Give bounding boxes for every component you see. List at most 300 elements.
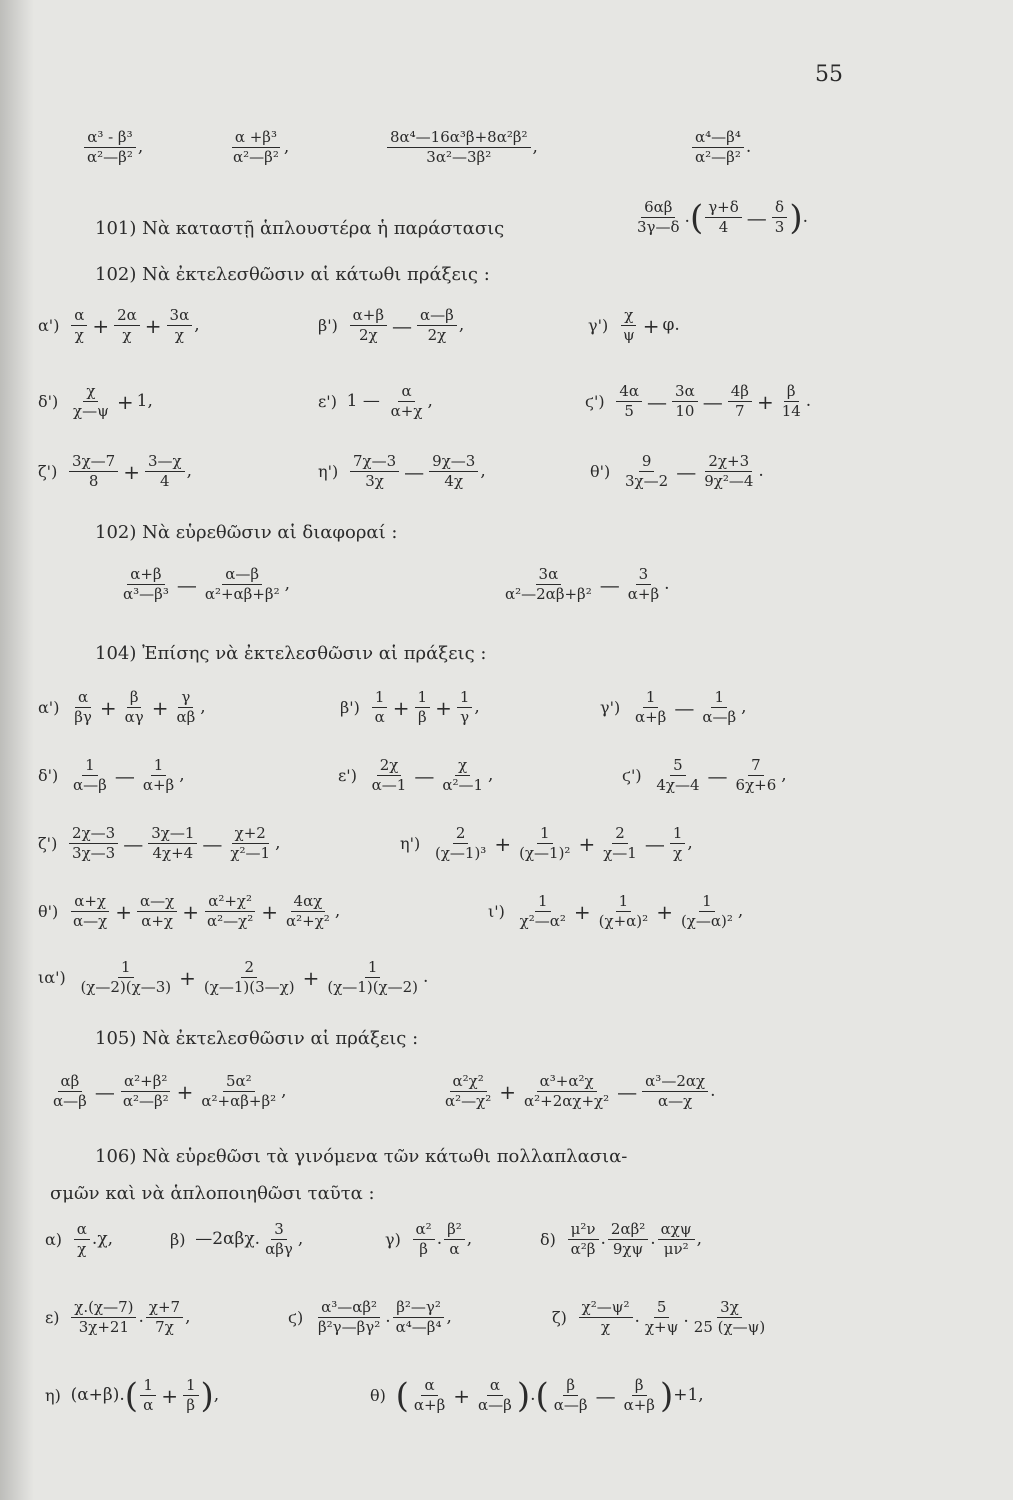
exercise-102-g	[38, 454, 192, 489]
dot: .	[634, 1307, 640, 1327]
operator: +	[92, 313, 110, 338]
numerator: α—β	[222, 567, 262, 585]
numerator: β	[632, 1378, 647, 1396]
item-label: β')	[318, 315, 338, 335]
denominator: 14	[781, 402, 801, 420]
numerator: α +β³	[232, 130, 280, 148]
term: φ.	[662, 315, 680, 335]
punctuation: ,	[213, 1385, 220, 1405]
exercise-104-j	[488, 894, 743, 929]
numerator: 1	[699, 894, 715, 912]
denominator: α²β	[570, 1240, 596, 1258]
denominator: α+β	[623, 1396, 655, 1414]
numerator: 3α	[536, 567, 562, 585]
denominator: α—β	[53, 1092, 87, 1110]
exercise-104-h	[400, 826, 693, 861]
denominator: (χ—2)(χ—3)	[80, 978, 172, 996]
operator: +	[179, 965, 196, 990]
numerator: β²	[444, 1222, 465, 1240]
item-label: θ)	[370, 1385, 386, 1405]
denominator: (χ—1)(3—χ)	[203, 978, 295, 996]
fraction	[670, 826, 686, 861]
fraction	[439, 758, 486, 793]
exercise-104-c	[600, 690, 747, 725]
numerator: 9	[639, 454, 655, 472]
item-label: β)	[170, 1229, 186, 1249]
fraction	[442, 1074, 494, 1109]
item-label: γ')	[588, 315, 609, 335]
operator: —	[392, 313, 412, 338]
close-paren: )	[789, 197, 803, 238]
operator: +	[116, 389, 134, 414]
denominator: 9χψ	[612, 1240, 644, 1258]
operator: —	[647, 389, 668, 414]
exercise-105-heading: 105) Νὰ ἐκτελεσθῶσιν αἱ πράξεις :	[95, 1028, 419, 1049]
fraction	[227, 826, 273, 861]
numerator: 2α	[114, 308, 140, 326]
numerator: 1	[140, 1378, 156, 1396]
item-label: ϛ')	[622, 765, 642, 785]
fraction	[324, 960, 421, 995]
operator: +	[642, 313, 660, 338]
punctuation: ,	[466, 1229, 473, 1249]
exercise-106-e	[45, 1300, 190, 1335]
operator: —	[94, 1079, 115, 1104]
exercise-104-i	[38, 894, 340, 929]
denominator: 10	[675, 402, 695, 420]
exercise-106-h	[45, 1375, 220, 1416]
denominator: χ²—1	[230, 844, 271, 862]
operator: +	[499, 1079, 517, 1104]
denominator: 25 (χ—ψ)	[693, 1318, 766, 1336]
numerator: 1	[415, 690, 431, 708]
dot: .	[683, 1307, 689, 1327]
fraction	[622, 454, 671, 489]
item-label: ζ')	[38, 461, 58, 481]
numerator: α	[487, 1378, 503, 1396]
fraction	[202, 567, 283, 602]
denominator: α+β	[413, 1396, 446, 1414]
denominator: α+β	[634, 708, 667, 726]
exercise-106-d	[540, 1222, 702, 1257]
denominator: 3χ—2	[625, 472, 669, 490]
numerator: 2αβ²	[608, 1222, 648, 1240]
punctuation: ,	[334, 901, 341, 921]
item-label: α)	[45, 1229, 63, 1249]
operator: —	[123, 831, 144, 856]
fraction	[779, 384, 804, 419]
numerator: 3χ—1	[148, 826, 197, 844]
fraction	[600, 826, 640, 861]
expression	[228, 130, 289, 165]
denominator: 3α²—3β²	[426, 148, 492, 166]
numerator: α²+β²	[121, 1074, 170, 1092]
exercise-102-heading: 102) Νὰ ἐκτελεσθῶσιν αἱ κάτωθι πράξεις :	[95, 264, 490, 285]
denominator: α—χ	[658, 1092, 693, 1110]
numerator: 2	[241, 960, 257, 978]
fraction	[616, 384, 642, 419]
punctuation: ,	[179, 765, 185, 785]
close-paren: )	[200, 1375, 214, 1416]
numerator: α³+α²χ	[537, 1074, 597, 1092]
fraction	[733, 758, 780, 793]
punctuation: .	[805, 391, 812, 411]
denominator: α³—β³	[123, 585, 169, 603]
denominator: 7χ	[155, 1318, 174, 1336]
denominator: 9χ²—4	[704, 472, 754, 490]
denominator: α²—β²	[233, 148, 279, 166]
operator: +	[151, 695, 169, 720]
operator: +	[176, 1079, 194, 1104]
fraction	[140, 758, 177, 793]
denominator: (χ+α)²	[598, 912, 649, 930]
denominator: β	[186, 1396, 196, 1414]
denominator: α²—2αβ+β²	[505, 585, 592, 603]
exercise-102-c	[588, 308, 680, 343]
punctuation: ,	[185, 1307, 191, 1327]
denominator: α²—β²	[122, 1092, 169, 1110]
operator: +	[261, 899, 278, 924]
denominator: α²—1	[442, 776, 484, 794]
numerator: 1	[183, 1378, 199, 1396]
operator: +	[578, 831, 596, 856]
fraction	[315, 1300, 383, 1335]
exercise-106-a	[45, 1222, 113, 1257]
fraction	[350, 308, 387, 343]
punctuation: ,	[200, 697, 206, 717]
operator: —	[702, 389, 723, 414]
fraction	[146, 1300, 183, 1335]
numerator: χ	[621, 308, 636, 326]
denominator: χ	[77, 1240, 87, 1258]
fraction	[634, 200, 683, 235]
numerator: α²	[413, 1222, 435, 1240]
numerator: α³—αβ²	[318, 1300, 380, 1318]
fraction	[388, 384, 426, 419]
operator: —	[414, 763, 435, 788]
exercise-102-i	[590, 454, 764, 489]
fraction	[415, 690, 431, 725]
denominator: χ	[174, 326, 184, 344]
denominator: χ+ψ	[644, 1318, 679, 1336]
fraction	[608, 1222, 648, 1257]
punctuation: ,	[532, 137, 538, 157]
fraction	[475, 1378, 515, 1413]
item-label: ι')	[488, 901, 505, 921]
numerator: 1	[82, 758, 98, 776]
item-label: δ')	[38, 391, 59, 411]
operator: +	[656, 899, 673, 924]
item-label: η')	[400, 833, 421, 853]
numerator: 7χ—3	[350, 454, 399, 472]
exercise-104-a	[38, 690, 206, 725]
numerator: 2χ+3	[705, 454, 752, 472]
numerator: αβ	[58, 1074, 83, 1092]
fraction	[393, 1300, 445, 1335]
numerator: 3α	[167, 308, 193, 326]
denominator: 2χ	[358, 326, 378, 344]
numerator: α+β	[127, 567, 164, 585]
operator: +	[123, 459, 140, 484]
term: —2αβχ.	[195, 1229, 261, 1249]
operator: +	[756, 389, 774, 414]
denominator: (χ—1)(χ—2)	[327, 978, 419, 996]
denominator: 3χ	[365, 472, 384, 490]
fraction	[678, 894, 736, 929]
operator: +	[99, 695, 117, 720]
fraction	[387, 130, 531, 165]
numerator: 1	[151, 758, 167, 776]
fraction	[204, 894, 256, 929]
numerator: χ	[455, 758, 470, 776]
item-label: α')	[38, 697, 60, 717]
punctuation: .	[664, 574, 670, 594]
fraction	[69, 454, 118, 489]
punctuation: ,	[427, 391, 433, 411]
exercise-104-k	[38, 960, 428, 995]
numerator: 3	[271, 1222, 287, 1240]
punctuation: ,	[186, 461, 193, 481]
numerator: χ²—ψ²	[579, 1300, 633, 1318]
numerator: α²χ²	[450, 1074, 487, 1092]
operator: —	[404, 459, 425, 484]
punctuation: ,	[284, 574, 290, 594]
term: 1,	[136, 391, 153, 411]
numerator: 3χ	[717, 1300, 742, 1318]
numerator: α⁴—β⁴	[692, 130, 744, 148]
numerator: 2	[453, 826, 469, 844]
fraction	[262, 1222, 296, 1257]
fraction	[691, 1300, 768, 1335]
numerator: 1	[537, 826, 553, 844]
numerator: β	[127, 690, 142, 708]
operator: +	[302, 965, 320, 990]
denominator: (χ—1)³	[434, 844, 487, 862]
numerator: 7	[748, 758, 764, 776]
denominator: β	[419, 1240, 428, 1258]
numerator: χ	[83, 384, 98, 402]
exercise-104-heading: 104) Ἐπίσης νὰ ἐκτελεσθῶσιν αἱ πράξεις :	[95, 643, 487, 664]
denominator: α—β	[478, 1396, 512, 1414]
numerator: α	[71, 308, 87, 326]
operator: —	[707, 763, 728, 788]
dot: .	[138, 1307, 144, 1327]
fraction	[516, 826, 573, 861]
fraction	[140, 1378, 156, 1413]
dot: .	[684, 207, 690, 227]
fraction	[579, 1300, 633, 1335]
fraction	[620, 308, 638, 343]
page-number: 55	[815, 62, 843, 87]
fraction	[369, 758, 410, 793]
denominator: μν²	[663, 1240, 689, 1258]
numerator: 1	[535, 894, 551, 912]
exercise-106-heading: 106) Νὰ εὑρεθῶσι τὰ γινόμενα τῶν κάτωθι πολλαπλασια-	[95, 1146, 628, 1167]
exercise-102-h	[318, 454, 486, 489]
numerator: 2χ—3	[69, 826, 118, 844]
denominator: 7	[735, 402, 745, 420]
denominator: α²—β²	[695, 148, 741, 166]
fraction	[230, 130, 282, 165]
numerator: 2χ	[377, 758, 402, 776]
numerator: 1	[711, 690, 727, 708]
exercise-106-heading-cont: σμῶν καὶ νὰ ἁπλοποιηθῶσι ταῦτα :	[50, 1183, 375, 1204]
numerator: 1	[670, 826, 686, 844]
numerator: 5α²	[223, 1074, 255, 1092]
denominator: 5	[624, 402, 634, 420]
fraction	[621, 1378, 658, 1413]
exercise-106-i	[370, 1375, 704, 1416]
fraction	[551, 1378, 591, 1413]
fraction	[69, 826, 118, 861]
exercise-102-a	[38, 308, 200, 343]
fraction	[70, 758, 110, 793]
fraction	[71, 690, 95, 725]
denominator: α+β	[627, 585, 660, 603]
denominator: χ	[601, 1318, 611, 1336]
exercise-101-expression	[632, 197, 809, 238]
exercise-104-b	[340, 690, 480, 725]
denominator: α—1	[371, 776, 407, 794]
fraction	[432, 826, 489, 861]
numerator: 9χ—3	[429, 454, 478, 472]
punctuation: ,	[781, 765, 787, 785]
exercise-104-f	[622, 758, 787, 793]
operator: +	[161, 1383, 178, 1408]
numerator: 1	[365, 960, 381, 978]
fraction	[70, 384, 112, 419]
open-paren: (	[689, 197, 704, 238]
punctuation: ,	[737, 901, 744, 921]
denominator: χ	[74, 326, 84, 344]
numerator: α³—2αχ	[642, 1074, 708, 1092]
fraction	[429, 454, 478, 489]
denominator: 3χ—3	[72, 844, 116, 862]
fraction	[122, 690, 147, 725]
numerator: β²—γ²	[393, 1300, 444, 1318]
open-paren: (	[535, 1375, 549, 1416]
fraction	[568, 1222, 599, 1257]
close-paren: )	[659, 1375, 674, 1416]
denominator: (χ—α)²	[680, 912, 733, 930]
denominator: α	[374, 708, 385, 726]
numerator: α	[74, 1222, 90, 1240]
exercise-106-b	[170, 1222, 303, 1257]
dot: .	[436, 1229, 443, 1249]
operator: —	[617, 1079, 638, 1104]
numerator: αχψ	[658, 1222, 695, 1240]
fraction	[642, 1300, 681, 1335]
fraction	[183, 1378, 199, 1413]
denominator: ψ	[622, 326, 635, 344]
exercise-102-d	[38, 384, 153, 419]
operator: —	[674, 695, 695, 720]
operator: +	[494, 831, 512, 856]
exercise-104-e	[338, 758, 493, 793]
fraction	[517, 894, 569, 929]
open-paren: (	[395, 1375, 409, 1416]
denominator: γ	[460, 708, 470, 726]
denominator: 4	[718, 218, 729, 236]
punctuation: ,	[275, 833, 281, 853]
fraction	[692, 130, 744, 165]
fraction	[148, 826, 197, 861]
punctuation: ,	[194, 315, 200, 335]
denominator: αβγ	[265, 1240, 293, 1258]
punctuation: .	[423, 967, 429, 987]
denominator: α²—β²	[87, 148, 133, 166]
exercise-102b-heading: 102) Νὰ εὑρεθῶσιν αἱ διαφοραί :	[95, 522, 398, 543]
operator: +	[144, 313, 162, 338]
denominator: α²+χ²	[286, 912, 330, 930]
exercise-102-f	[585, 384, 811, 419]
numerator: 6αβ	[641, 200, 675, 218]
denominator: βγ	[74, 708, 92, 726]
dot: .	[385, 1307, 391, 1327]
item-label: α')	[38, 315, 60, 335]
numerator: μ²ν	[568, 1222, 599, 1240]
denominator: α—β	[702, 708, 737, 726]
operator: —	[599, 572, 620, 597]
numerator: α+β	[350, 308, 387, 326]
numerator: β	[563, 1378, 578, 1396]
numerator: 2	[612, 826, 628, 844]
denominator: αβ	[176, 708, 196, 726]
book-spine-shadow	[0, 0, 34, 1500]
denominator: χ²—α²	[519, 912, 566, 930]
item-label: ε)	[45, 1307, 60, 1327]
fraction	[411, 1378, 448, 1413]
denominator: χ	[122, 326, 132, 344]
fraction	[167, 308, 193, 343]
numerator: 3χ—7	[69, 454, 118, 472]
exercise-102-b	[318, 308, 464, 343]
numerator: γ	[178, 690, 193, 708]
numerator: 3α	[672, 384, 698, 402]
numerator: χ+7	[146, 1300, 183, 1318]
operator: +	[115, 899, 132, 924]
fraction	[70, 894, 110, 929]
fraction	[705, 200, 742, 235]
fraction	[201, 960, 298, 995]
punctuation: .	[745, 137, 752, 157]
expression	[385, 130, 538, 165]
denominator: α²—χ²	[445, 1092, 492, 1110]
numerator: α—χ	[137, 894, 177, 912]
fraction	[457, 690, 473, 725]
fraction	[672, 384, 698, 419]
denominator: 3χ+21	[78, 1318, 130, 1336]
numerator: 1	[118, 960, 134, 978]
item-label: ε')	[338, 765, 357, 785]
denominator: α—β	[73, 776, 107, 794]
item-label: β')	[340, 697, 360, 717]
item-label: γ)	[385, 1229, 401, 1249]
fraction	[444, 1222, 465, 1257]
numerator: 3—χ	[145, 454, 185, 472]
punctuation: ,	[480, 461, 486, 481]
fraction	[71, 308, 87, 343]
denominator: α²+αβ+β²	[204, 585, 280, 603]
denominator: 2χ	[427, 326, 447, 344]
exercise-106-g	[552, 1300, 770, 1335]
denominator: α+χ	[390, 402, 423, 420]
exercise-102-e	[318, 384, 433, 419]
exercise-104-d	[38, 758, 185, 793]
item-label: ε')	[318, 391, 337, 411]
denominator: 4	[160, 472, 170, 490]
denominator: α²+2αχ+χ²	[524, 1092, 610, 1110]
